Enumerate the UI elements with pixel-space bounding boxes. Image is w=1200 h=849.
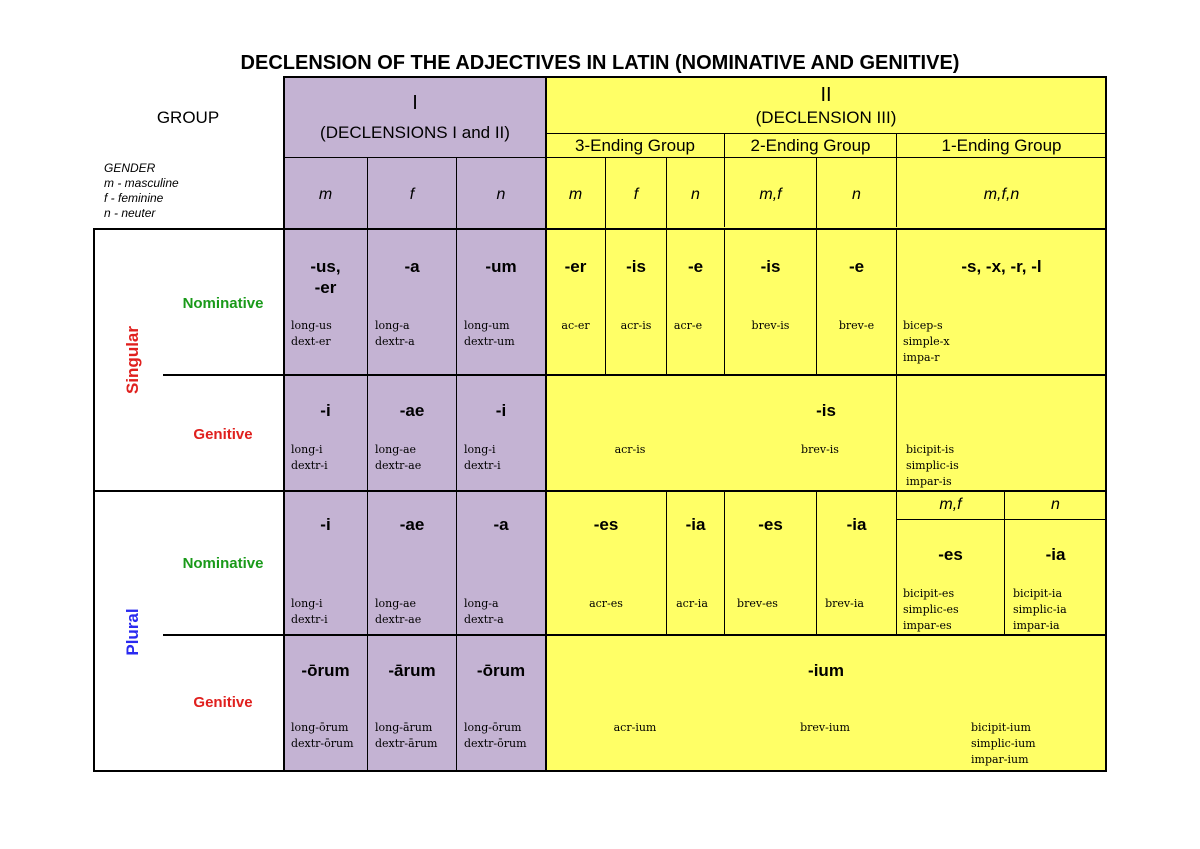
ending: -a — [404, 257, 420, 276]
gender-legend — [104, 161, 274, 221]
ending: -e — [687, 257, 704, 276]
ending: -ārum — [388, 661, 436, 680]
gender-m: m — [318, 186, 333, 203]
example: acr-is — [614, 443, 646, 456]
ending: -er — [564, 257, 587, 276]
example — [1013, 586, 1067, 634]
example-line: long-ae — [375, 443, 417, 456]
example-line: bicipit-is — [906, 443, 955, 456]
example: brev-is — [751, 319, 790, 332]
sub-gender-mf: m,f — [939, 496, 962, 513]
example-line: dextr-ae — [375, 459, 422, 472]
example: acr-e — [673, 319, 703, 332]
example — [464, 720, 527, 752]
example — [971, 720, 1036, 768]
nominative-label: Nominative — [182, 555, 264, 572]
ending — [284, 256, 367, 298]
gender-n: n — [852, 186, 861, 203]
singular-label: Singular — [123, 326, 142, 395]
ending: -i — [320, 515, 331, 534]
three-ending-group: 3-Ending Group — [574, 136, 696, 155]
example-line: impar-es — [903, 619, 952, 632]
example-line: simple-x — [903, 335, 950, 348]
example — [375, 596, 421, 628]
gender-mfn: m,f,n — [983, 186, 1020, 203]
genitive-label: Genitive — [193, 694, 253, 711]
ending: -i — [320, 401, 331, 420]
example-line: long-ōrum — [464, 721, 522, 734]
example — [375, 318, 415, 350]
page-title: DECLENSION OF THE ADJECTIVES IN LATIN (NOMINATIVE AND GENITIVE) — [240, 52, 960, 74]
example-line: dextr-ōrum — [291, 737, 354, 750]
example-line: impar-is — [906, 475, 952, 488]
group1-header-bg — [284, 77, 546, 157]
example-line: dextr-i — [464, 459, 501, 472]
example-line: dextr-ae — [375, 613, 422, 626]
ending: -ae — [399, 515, 425, 534]
ending: -es — [938, 545, 963, 564]
ending: -e — [848, 257, 865, 276]
ending: -ium — [808, 661, 844, 680]
ending: -is — [626, 257, 646, 276]
sub-gender-n: n — [1051, 496, 1060, 513]
ending-line: -er — [314, 278, 337, 297]
example — [464, 442, 501, 474]
example-line: bicipit-ia — [1013, 587, 1063, 600]
example-line: long-ae — [375, 597, 417, 610]
ending: -ia — [846, 515, 867, 534]
example — [291, 442, 328, 474]
gender-m: m — [568, 186, 583, 203]
example-line: dextr-i — [291, 613, 328, 626]
example-line: simplic-ium — [971, 737, 1036, 750]
group1-numeral: I — [412, 92, 418, 114]
gender-n: n — [691, 186, 700, 203]
ending: -es — [593, 515, 619, 534]
gender-n: n — [496, 186, 506, 203]
example — [375, 720, 437, 752]
example — [903, 318, 950, 366]
ending: -a — [493, 515, 509, 534]
legend-line: GENDER — [104, 161, 156, 175]
plural-label: Plural — [123, 608, 142, 656]
example-line: dextr-ōrum — [464, 737, 527, 750]
ending: -um — [485, 257, 517, 276]
example: brev-ia — [825, 597, 864, 610]
example: ac-er — [561, 319, 590, 332]
ending: -is — [816, 401, 836, 420]
example — [291, 596, 328, 628]
example — [464, 596, 504, 628]
ending: -ōrum — [301, 661, 350, 680]
example-line: dextr-ārum — [375, 737, 438, 750]
example-line: bicipit-ium — [971, 721, 1031, 734]
legend-line: n - neuter — [104, 206, 156, 220]
example-line: dext-er — [291, 335, 331, 348]
group1-subtitle: (DECLENSIONS I and II) — [320, 123, 510, 142]
example — [464, 318, 515, 350]
ending: -i — [495, 401, 507, 420]
example — [906, 442, 959, 490]
example-line: dextr-um — [464, 335, 515, 348]
example-line: long-ōrum — [291, 721, 349, 734]
example: brev-ium — [800, 721, 850, 734]
example-line: dextr-a — [464, 613, 504, 626]
group-label: GROUP — [156, 108, 220, 127]
example — [903, 586, 959, 634]
example-line: impar-ium — [971, 753, 1029, 766]
example: acr-ium — [613, 721, 657, 734]
example-line: dextr-i — [291, 459, 328, 472]
example-line: bicep-s — [903, 319, 943, 332]
legend-line: f - feminine — [104, 191, 164, 205]
ending-line: -us, — [310, 257, 341, 276]
example-line: long-ārum — [375, 721, 433, 734]
example — [291, 720, 354, 752]
example-line: long-i — [464, 443, 496, 456]
example-line: long-i — [291, 443, 323, 456]
example-line: impar-ia — [1013, 619, 1060, 632]
ending: -ia — [685, 515, 706, 534]
example-line: long-us — [291, 319, 332, 332]
example-line: long-a — [464, 597, 499, 610]
ending: -es — [758, 515, 783, 534]
example-line: long-i — [291, 597, 323, 610]
ending: -ae — [399, 401, 425, 420]
example-line: bicipit-es — [903, 587, 955, 600]
example: brev-is — [801, 443, 839, 456]
one-ending-group: 1-Ending Group — [941, 136, 1062, 155]
group2-numeral: II — [820, 84, 832, 106]
example-line: simplic-es — [903, 603, 959, 616]
ending: -ia — [1045, 545, 1066, 564]
example: acr-is — [620, 319, 652, 332]
example-line: simplic-is — [906, 459, 959, 472]
gender-f: f — [633, 186, 639, 203]
example-line: impa-r — [903, 351, 940, 364]
example: acr-es — [589, 597, 623, 610]
example-line: dextr-a — [375, 335, 415, 348]
gender-f: f — [409, 186, 415, 203]
gender-mf: m,f — [759, 186, 782, 203]
genitive-label: Genitive — [193, 426, 253, 443]
example-line: simplic-ia — [1013, 603, 1067, 616]
example — [375, 442, 421, 474]
example-line: long-a — [375, 319, 410, 332]
example: brev-e — [838, 319, 875, 332]
two-ending-group: 2-Ending Group — [750, 136, 871, 155]
ending: -s, -x, -r, -l — [961, 257, 1042, 276]
example: brev-es — [737, 597, 778, 610]
ending: -is — [760, 257, 781, 276]
example-line: long-um — [464, 319, 510, 332]
ending: -ōrum — [476, 661, 526, 680]
example: acr-ia — [676, 597, 708, 610]
nominative-label: Nominative — [182, 295, 264, 312]
legend-line: m - masculine — [104, 176, 179, 190]
example — [291, 318, 332, 350]
group2-subtitle: (DECLENSION III) — [755, 108, 897, 127]
